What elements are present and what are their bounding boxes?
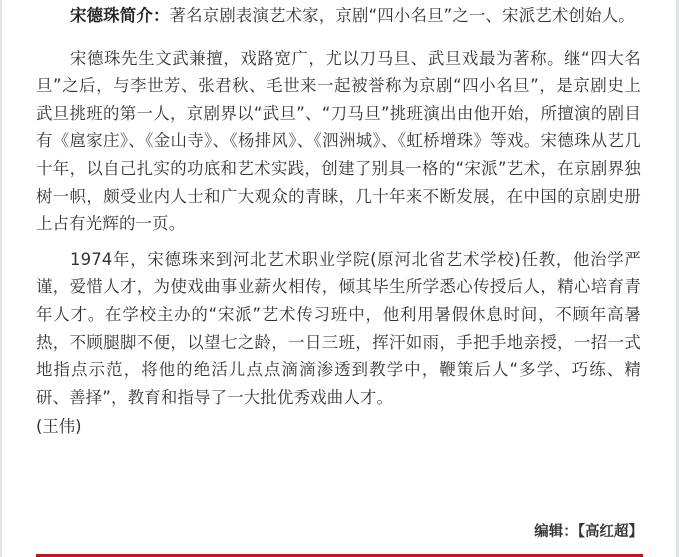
- editor-credit: 编辑：【高红超】: [534, 524, 643, 540]
- intro-label: 宋德珠简介：: [70, 6, 170, 25]
- intro-text: 著名京剧表演艺术家，京剧“四小名旦”之一、宋派艺术创始人。: [169, 6, 635, 25]
- paragraph-teaching: 1974年，宋德珠来到河北艺术职业学院(原河北省艺术学校)任教，他治学严谨，爱惜人才，为使戏曲事业薪火相传，倾其毕生所学悉心传授后人，精心培育青年人才。在学校主办的“宋派”艺术传习班中，他利用暑假休息时间，不顾年高暑热，不顾腿脚不便，以望七之龄，一日三班，挥汗如雨，手把手地亲授，一招一式地指点示范，将他的绝活儿点点滴滴渗透到教学中，鞭策后人“多学、巧练、精研、善择”，教育和指导了一大批优秀戏曲人才。: [36, 249, 641, 407]
- paragraph-biography: 宋德珠先生文武兼擅，戏路宽广，尤以刀马旦、武旦戏最为著称。继“四大名旦”之后，与李世芳、张君秋、毛世来一起被誉称为京剧“四小名旦”，是京剧史上武旦挑班的第一人，京剧界以“武旦”、“刀马旦”挑班演出由他开始，所擅演的剧目有《扈家庄》、《金山寺》、《杨排风》、《泗洲城》、《虹桥增珠》等戏。宋德珠从艺几十年，以自己扎实的功底和艺术实践，创建了别具一格的“宋派”艺术，在京剧界独树一帜，颇受业内人士和广大观众的青睐，几十年来不断发展，在中国的京剧史册上占有光辉的一页。: [36, 48, 641, 234]
- intro-paragraph: [36, 2, 641, 30]
- left-border: [0, 0, 2, 557]
- article-body: [36, 2, 641, 440]
- author-credit: (王伟): [36, 417, 82, 437]
